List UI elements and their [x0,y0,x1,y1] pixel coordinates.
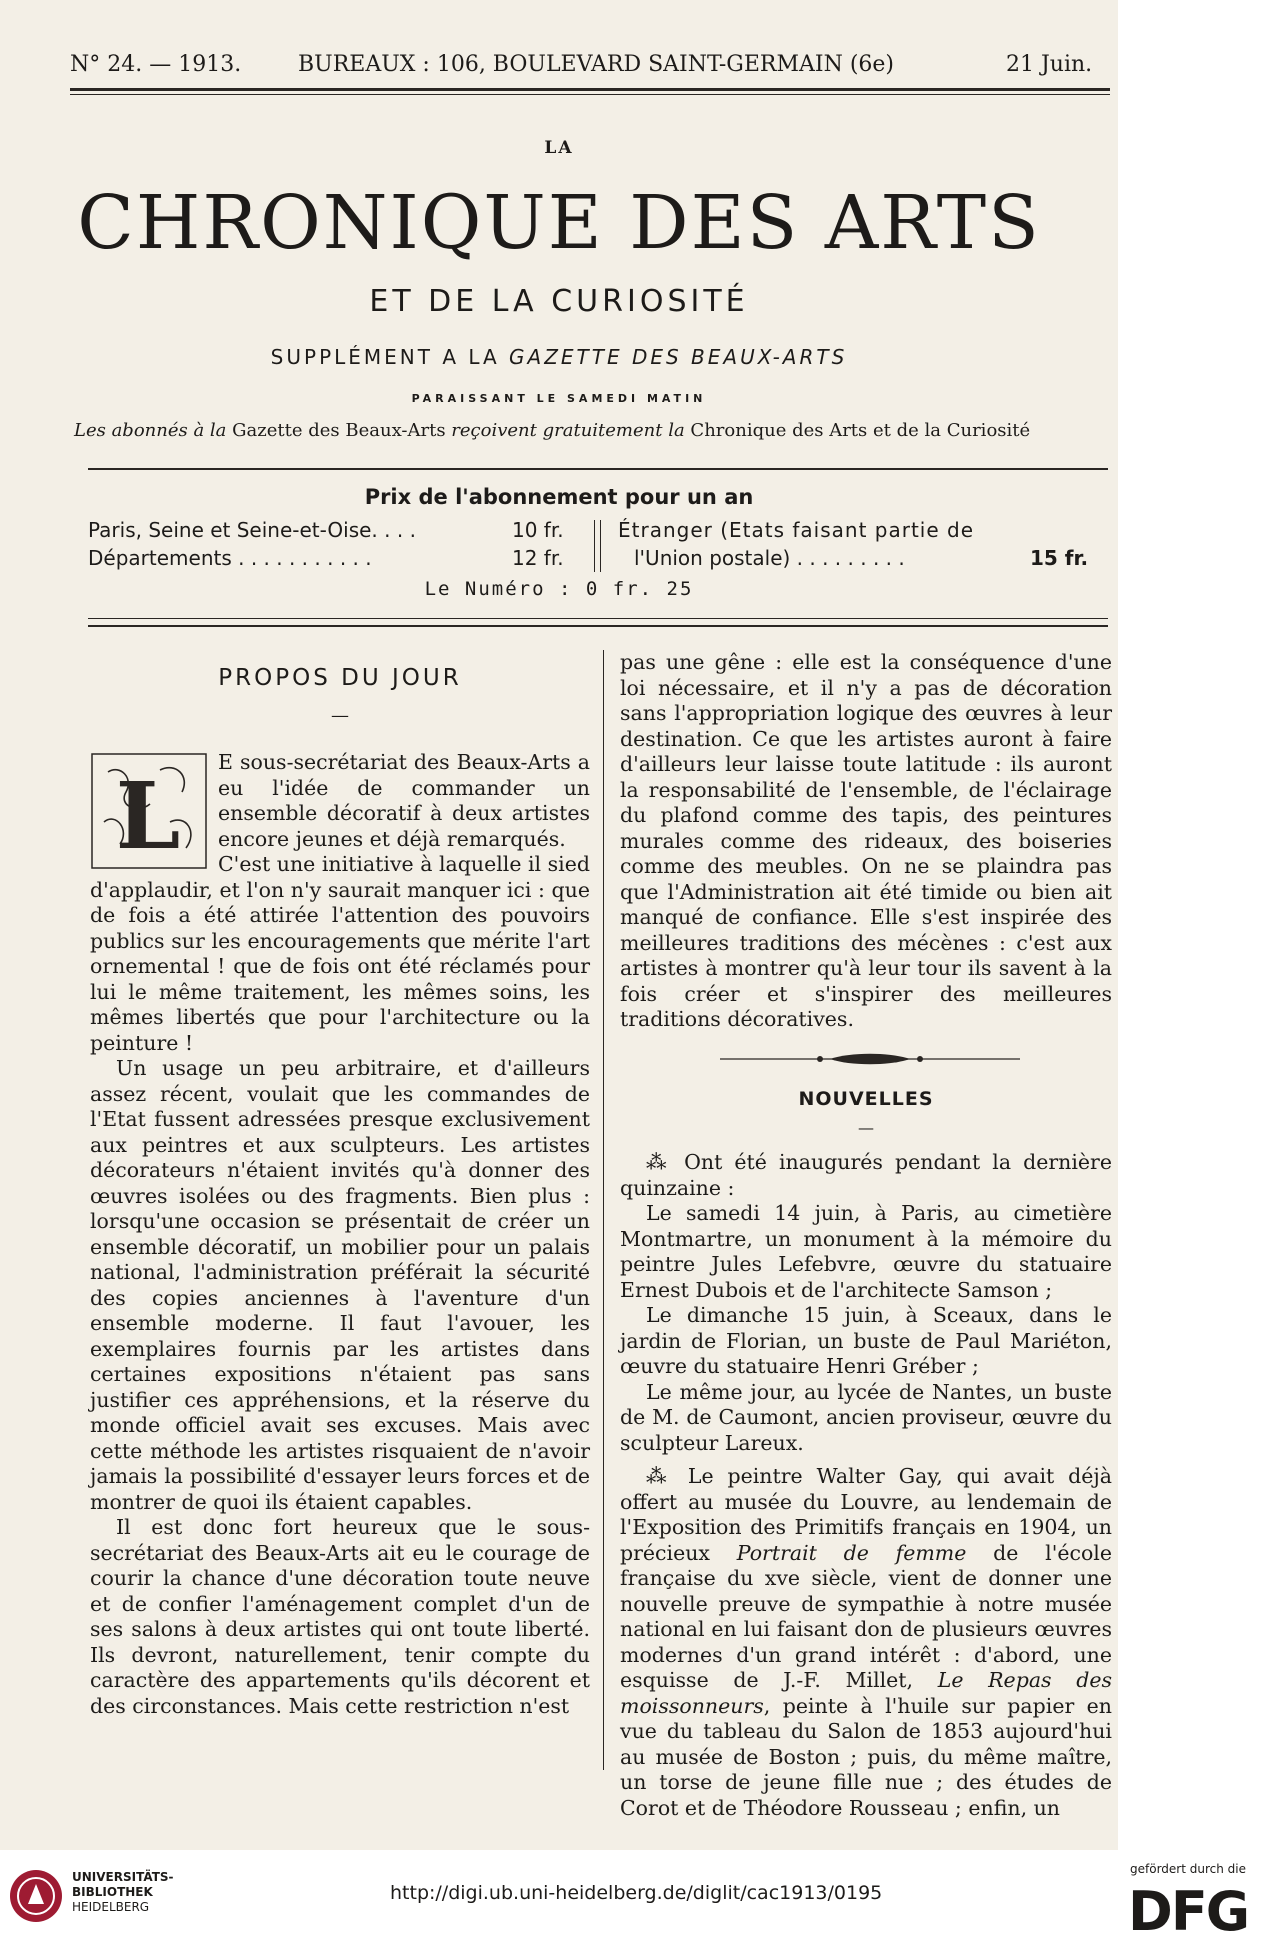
issue-number: N° 24. — 1913. [70,52,242,77]
news-item-marieton: Le dimanche 15 juin, à Sceaux, dans le jardin de Florian, un buste de Paul Mariéton, œuvre du statuaire Henri Gréber ; [620,1303,1112,1378]
digitization-url-link[interactable]: http://digi.ub.uni-heidelberg.de/diglit/cac1913/0195 [390,1882,883,1904]
subscription-rule-thick [88,625,1108,627]
departements-price: 12 fr. [512,546,564,570]
header-rule-thin [70,94,1110,95]
news-item-walter-gay: ⁂ Le peintre Walter Gay, qui avait déjà offert au musée du Louvre, au lendemain de l'Exposition des Primitifs français en 1904, un précieux Portrait de femme de l'école française du xve siècle, vient de donner une nouvelle preuve de sympathie à notre musée national en lui faisant don de plusieurs œuvres modernes d'un grand intérêt : d'abord, une esquisse de J.-F. Millet, Le Repas des moissonneurs, peinte à l'huile sur papier en vue du tableau du Salon de 1853 aujourd'hui au musée de Boston ; puis, du même maître, un torse de jeune fille nue ; des études de Corot et de Théodore Rousseau ; enfin, un [620,1464,1112,1820]
asterism-icon: ⁂ [646,1464,674,1488]
propos-heading: PROPOS DU JOUR [218,665,462,691]
masthead-la: LA [544,138,574,158]
news-item-inaugurations: ⁂ Ont été inaugurés pendant la dernière quinzaine : [620,1150,1112,1200]
paris-label: Paris, Seine et Seine-et-Oise. . . . [88,518,416,542]
subscription-heading: Prix de l'abonnement pour un an [364,485,754,509]
paris-price: 10 fr. [512,518,564,542]
header-rule [70,88,1110,91]
propos-article [90,750,590,1719]
decorative-initial-l-icon [90,752,208,870]
propos-paragraph-2: Un usage un peu arbitraire, et d'ailleurs assez récent, voulait que les commandes de l'Etat fussent adressées presque exclusivement aux peintres et aux sculpteurs. Les artistes décorateurs n'étaient invités qu'à donner des œuvres isolées ou des fragments. Bien plus : lorsqu'une occasion se présentait de créer un ensemble décoratif, un mobilier pour un palais national, l'administration préférait la sécurité des copies anciennes à l'aventure d'un ensemble moderne. Il faut l'avouer, les exemplaires fournis par les artistes dans certaines expositions n'étaient pas sans justifier ces appréhensions, et la réserve du monde officiel avait ses excuses. Mais avec cette méthode les artistes risquaient de n'avoir jamais la possibilité d'essayer leurs forces et de montrer de quoi ils étaient capables. [90,1056,590,1514]
propos-paragraph-continued: pas une gêne : elle est la conséquence d'une loi nécessaire, et il n'y a pas de décoration sans l'appropriation logique des œuvres à leur destination. Ce que les artistes auront à faire d'ailleurs leur laisse toute latitude : ils auront la responsabilité de l'ensemble, de l'éclairage du plafond comme des tapis, des peintures murales comme des rideaux, des boiseries comme des meubles. On ne se plaindra pas que l'Administration ait été timide ou bien ait manqué de confiance. Elle s'est inspirée des meilleures traditions des mécènes : c'est aux artistes à montrer qu'à leur tour ils savent à la fois créer et s'inspirer des meilleures traditions décoratives. [620,650,1112,1031]
propos-paragraph-1a: E sous-secrétariat des Beaux-Arts a eu l'idée de commander un ensemble décoratif à deux artistes encore jeunes et déjà remarqués. [218,750,590,851]
subscription-rule [88,618,1108,619]
nouvelles-list [620,1150,1112,1821]
news-item-caumont: Le même jour, au lycée de Nantes, un buste de M. de Caumont, ancien proviseur, œuvre du sculpteur Lareux. [620,1379,1112,1455]
nouvelles-dash: — [858,1118,874,1137]
masthead-title: CHRONIQUE DES ARTS [77,180,1041,266]
propos-continuation [620,650,1112,1033]
supplement-prefix: SUPPLÉMENT A LA [270,345,500,369]
university-seal-icon [8,1868,64,1924]
etranger-label: Étranger (Etats faisant partie de [618,518,975,542]
supplement-line [0,345,1118,369]
numero-price: Le Numéro : 0 fr. 25 [424,578,694,600]
column-divider [603,650,604,1770]
subscription-divider [594,520,595,572]
subscription-divider-2 [600,520,601,572]
ornamental-divider-icon [720,1052,1020,1066]
propos-paragraph-3: Il est donc fort heureux que le sous-secrétariat des Beaux-Arts ait eu le courage de courir la chance d'une décoration toute neuve et de confier l'aménagement complet d'un de ses salons à deux artistes qui ont toute liberté. Ils devront, naturellement, tenir compte du caractère des appartements qu'ils décorent et des circonstances. Mais cette restriction n'est [90,1515,590,1718]
digitization-footer [0,1850,1268,1950]
masthead-subtitle: ET DE LA CURIOSITÉ [369,284,749,319]
departements-label: Départements . . . . . . . . . . . [88,546,372,570]
funded-by-label: gefördert durch die [1130,1862,1246,1876]
asterism-icon: ⁂ [646,1150,673,1174]
etranger-price: 15 fr. [1030,546,1089,570]
masthead-rule [88,468,1108,470]
abonnes-line: Les abonnés à la Gazette des Beaux-Arts reçoivent gratuitement la Chronique des Arts et de la Curiosité [74,420,1031,441]
paraissant-line: PARAISSANT LE SAMEDI MATIN [411,392,707,405]
drop-letter: L [115,762,181,870]
news-item-lefebvre: Le samedi 14 juin, à Paris, au cimetière Montmartre, un monument à la mémoire du peintre Jules Lefebvre, œuvre du statuaire Ernest Dubois et de l'architecte Samson ; [620,1201,1112,1302]
propos-paragraph-1b: C'est une initiative à laquelle il sied d'applaudir, et l'on n'y saurait manquer ici : que de fois a été attirée l'attention des pouvoirs publics sur les encouragements que mérite l'art ornemental ! que de fois ont été réclamés pour lui le même traitement, les mêmes soins, les mêmes libertés que pour l'architecture ou la peinture ! [90,852,590,1055]
supplement-gazette: GAZETTE DES BEAUX-ARTS [509,345,848,369]
dfg-logo: DFG [1128,1880,1249,1943]
union-postale-label: l'Union postale) . . . . . . . . . [634,546,905,570]
library-name: UNIVERSITÄTS- BIBLIOTHEK HEIDELBERG [72,1870,174,1914]
nouvelles-heading: NOUVELLES [798,1088,934,1110]
bureaux-address: BUREAUX : 106, BOULEVARD SAINT-GERMAIN (6e) [298,52,894,77]
propos-dash: — [331,705,349,726]
issue-date: 21 Juin. [1006,52,1093,77]
